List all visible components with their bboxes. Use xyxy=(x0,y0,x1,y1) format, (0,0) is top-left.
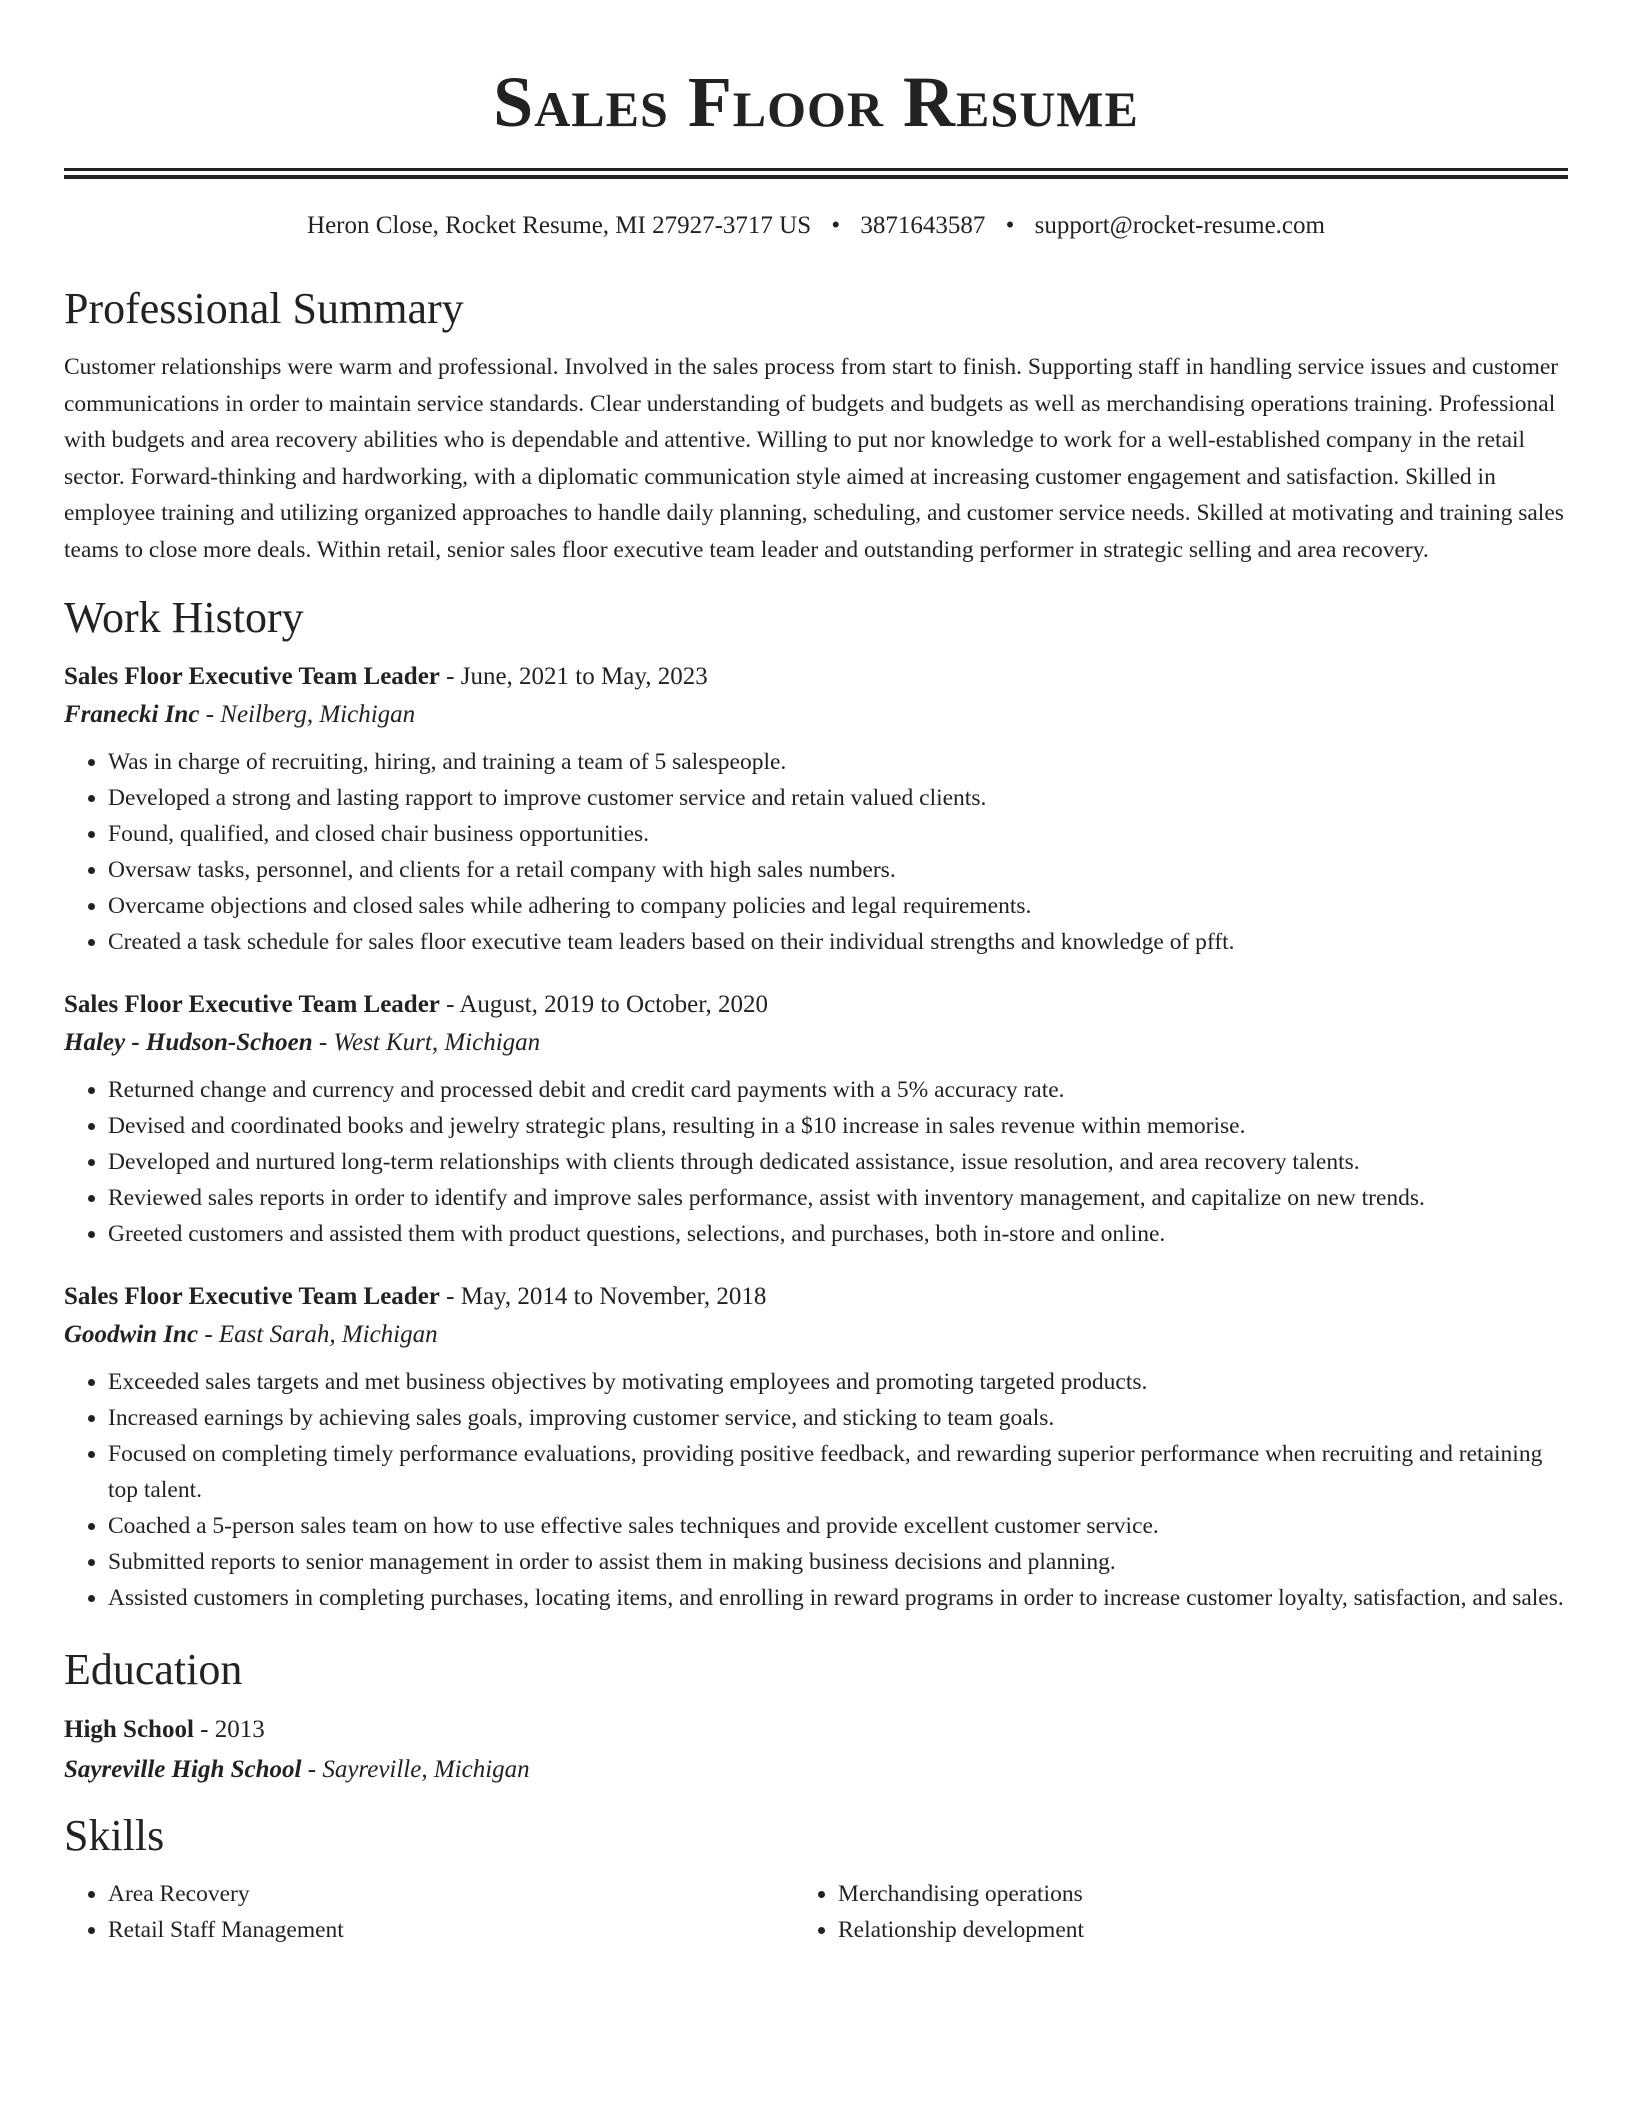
summary-text: Customer relationships were warm and professional. Involved in the sales process from start to finish. Supporting staff in handling service issues and customer communications in order to maintain service standards. Clear understanding of budgets and budgets as well as merchandising operations training. Professional with budgets and area recovery abilities who is dependable and attentive. Willing to put nor knowledge to work for a well-established company in the retail sector. Forward-thinking and hardworking, with a diplomatic communication style aimed at increasing customer engagement and satisfaction. Skilled in employee training and utilizing organized approaches to handle daily planning, scheduling, and customer service needs. Skilled at motivating and training sales teams to close more deals. Within retail, senior sales floor executive team leader and outstanding performer in strategic selling and area recovery. xyxy=(64,354,1564,563)
job-bullet-list xyxy=(64,744,1568,960)
skills-list xyxy=(64,1876,1568,1948)
contact-phone: 3871643587 xyxy=(860,212,986,239)
job-entry xyxy=(64,986,1568,1252)
job-company: Franecki Inc xyxy=(64,701,200,728)
education-school: Sayreville High School xyxy=(64,1756,302,1783)
contact-address: Heron Close, Rocket Resume, MI 27927-3717 US xyxy=(307,212,812,239)
list-item: • Developed a strong and lasting rapport to improve customer service and retain valued clients. xyxy=(108,780,1568,816)
list-item: • Focused on completing timely performance evaluations, providing positive feedback, and rewarding superior performance when recruiting and retaining top talent. xyxy=(108,1436,1568,1508)
job-location: - West Kurt, Michigan xyxy=(312,1029,541,1056)
list-item: • Assisted customers in completing purchases, locating items, and enrolling in reward programs in order to increase customer loyalty, satisfaction, and sales. xyxy=(108,1580,1568,1616)
skill-item: • Area Recovery xyxy=(108,1876,838,1912)
list-item: • Oversaw tasks, personnel, and clients for a retail company with high sales numbers. xyxy=(108,852,1568,888)
job-company-line xyxy=(64,1024,1568,1062)
list-item: • Overcame objections and closed sales while adhering to company policies and legal requirements. xyxy=(108,888,1568,924)
list-item: • Devised and coordinated books and jewelry strategic plans, resulting in a $10 increase in sales revenue within memorise. xyxy=(108,1108,1568,1144)
resume-title: Sales Floor Resume xyxy=(493,62,1139,142)
skill-item: • Relationship development xyxy=(838,1912,1568,1948)
work-history-section xyxy=(64,590,1568,1616)
job-title: Sales Floor Executive Team Leader xyxy=(64,991,440,1018)
job-location: - Neilberg, Michigan xyxy=(199,701,416,728)
list-item: • Exceeded sales targets and met business objectives by motivating employees and promoting targeted products. xyxy=(108,1364,1568,1400)
job-title-line xyxy=(64,658,1568,696)
education-year: - 2013 xyxy=(193,1716,265,1743)
section-heading-skills: Skills xyxy=(64,1811,165,1860)
job-company: Goodwin Inc xyxy=(64,1321,199,1348)
professional-summary-section xyxy=(64,281,1568,568)
job-title-line xyxy=(64,986,1568,1024)
job-company-line xyxy=(64,1316,1568,1354)
job-bullet-list xyxy=(64,1072,1568,1252)
section-heading-summary: Professional Summary xyxy=(64,284,464,333)
list-item: • Reviewed sales reports in order to identify and improve sales performance, assist with inventory management, and capitalize on new trends. xyxy=(108,1180,1568,1216)
job-company: Haley - Hudson-Schoen xyxy=(64,1029,313,1056)
education-school-line xyxy=(64,1750,1568,1790)
education-section xyxy=(64,1642,1568,1790)
list-item: • Returned change and currency and processed debit and credit card payments with a 5% accuracy rate. xyxy=(108,1072,1568,1108)
skills-section xyxy=(64,1808,1568,1948)
job-location: - East Sarah, Michigan xyxy=(198,1321,438,1348)
education-degree: High School xyxy=(64,1716,194,1743)
job-company-line xyxy=(64,696,1568,734)
job-title-line xyxy=(64,1278,1568,1316)
job-dates: - August, 2019 to October, 2020 xyxy=(439,991,769,1018)
job-title: Sales Floor Executive Team Leader xyxy=(64,1283,440,1310)
list-item: • Greeted customers and assisted them with product questions, selections, and purchases, both in-store and online. xyxy=(108,1216,1568,1252)
job-dates: - May, 2014 to November, 2018 xyxy=(439,1283,767,1310)
title-divider xyxy=(64,168,1568,179)
list-item: • Increased earnings by achieving sales goals, improving customer service, and sticking to team goals. xyxy=(108,1400,1568,1436)
list-item: • Submitted reports to senior management in order to assist them in making business decisions and planning. xyxy=(108,1544,1568,1580)
contact-separator: • xyxy=(831,212,841,239)
job-title: Sales Floor Executive Team Leader xyxy=(64,663,440,690)
contact-email: support@rocket-resume.com xyxy=(1034,212,1325,239)
education-location: - Sayreville, Michigan xyxy=(301,1756,530,1783)
job-bullet-list xyxy=(64,1364,1568,1616)
section-heading-work: Work History xyxy=(64,593,304,642)
skill-item: • Merchandising operations xyxy=(838,1876,1568,1912)
list-item: • Coached a 5-person sales team on how to use effective sales techniques and provide excellent customer service. xyxy=(108,1508,1568,1544)
education-degree-line xyxy=(64,1710,1568,1750)
list-item: • Was in charge of recruiting, hiring, and training a team of 5 salespeople. xyxy=(108,744,1568,780)
contact-separator: • xyxy=(1005,212,1015,239)
job-entry xyxy=(64,658,1568,960)
list-item: • Created a task schedule for sales floor executive team leaders based on their individual strengths and knowledge of pfft. xyxy=(108,924,1568,960)
job-entry xyxy=(64,1278,1568,1616)
list-item: • Developed and nurtured long-term relationships with clients through dedicated assistance, issue resolution, and area recovery talents. xyxy=(108,1144,1568,1180)
list-item: • Found, qualified, and closed chair business opportunities. xyxy=(108,816,1568,852)
skill-item: • Retail Staff Management xyxy=(108,1912,838,1948)
section-heading-education: Education xyxy=(64,1645,243,1694)
contact-line xyxy=(64,209,1568,243)
job-dates: - June, 2021 to May, 2023 xyxy=(439,663,708,690)
